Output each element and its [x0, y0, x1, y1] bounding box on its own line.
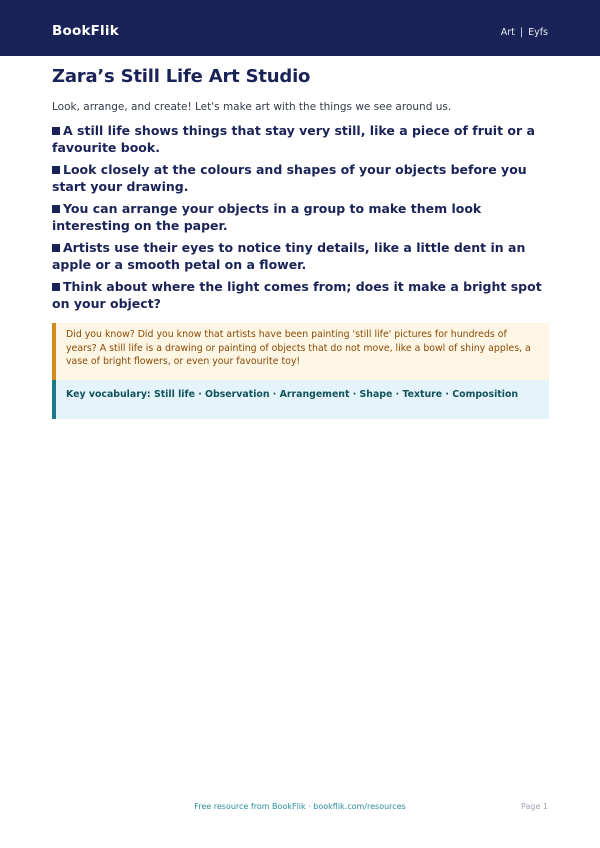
square-bullet-icon — [52, 283, 60, 291]
key-points-list — [52, 122, 549, 312]
square-bullet-icon — [52, 166, 60, 174]
point-text: Think about where the light comes from; does it make a bright spot on your object? — [52, 279, 542, 311]
did-you-know-callout: Did you know? Did you know that artists have been painting 'still life' pictures for hundreds of years? A still life is a drawing or painting of objects that do not move, like a bowl of shiny apples, a vase of bright flowers, or even your favourite toy! — [52, 323, 549, 380]
list-item — [52, 239, 549, 273]
point-text: A still life shows things that stay very still, like a piece of fruit or a favourite book. — [52, 123, 535, 155]
brand-logo-text[interactable]: BookFlik — [52, 23, 119, 39]
point-text: Artists use their eyes to notice tiny details, like a little dent in an apple or a smooth petal on a flower. — [52, 240, 526, 272]
square-bullet-icon — [52, 205, 60, 213]
breadcrumb-separator: | — [519, 27, 524, 38]
list-item — [52, 278, 549, 312]
breadcrumb-subject[interactable]: Art — [500, 27, 515, 38]
page-number: Page 1 — [521, 802, 548, 811]
point-text: Look closely at the colours and shapes of your objects before you start your drawing. — [52, 162, 527, 194]
key-vocabulary-box: Key vocabulary: Still life · Observation · Arrangement · Shape · Texture · Composition — [52, 380, 549, 419]
list-item — [52, 200, 549, 234]
breadcrumb-level[interactable]: Eyfs — [528, 27, 548, 38]
page-title: Zara’s Still Life Art Studio — [52, 66, 311, 87]
main-content — [52, 66, 549, 419]
header-bar — [0, 0, 600, 56]
square-bullet-icon — [52, 244, 60, 252]
intro-text: Look, arrange, and create! Let's make art with the things we see around us. — [52, 101, 452, 113]
footer-link[interactable]: Free resource from BookFlik · bookflik.com/resources — [194, 802, 406, 811]
square-bullet-icon — [52, 127, 60, 135]
point-text: You can arrange your objects in a group to make them look interesting on the paper. — [52, 201, 482, 233]
list-item — [52, 161, 549, 195]
breadcrumb — [501, 27, 548, 38]
list-item — [52, 122, 549, 156]
